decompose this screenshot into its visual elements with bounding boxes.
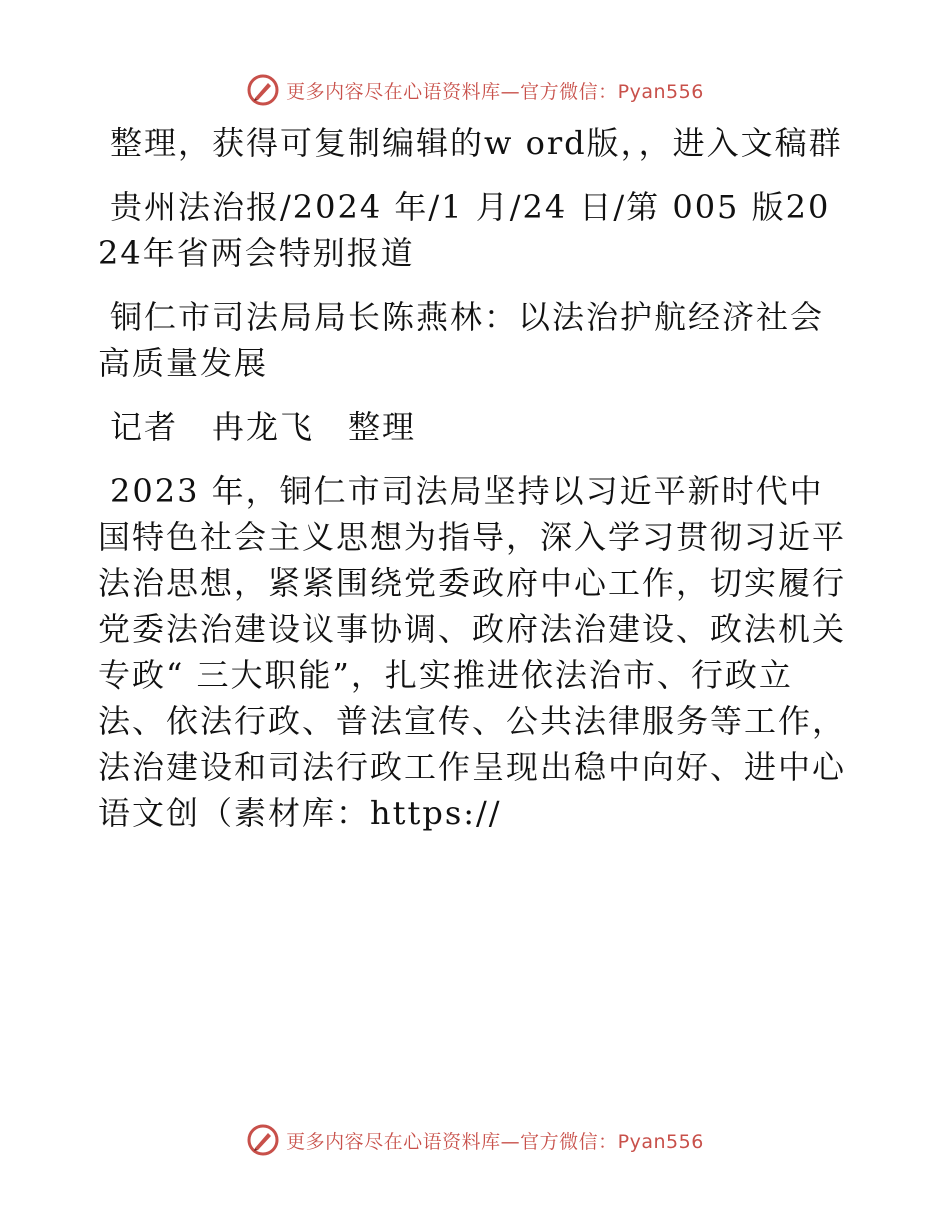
article-title: 铜仁市司法局局长陈燕林：以法治护航经济社会高质量发展: [98, 298, 825, 382]
body-paragraph: 2023 年，铜仁市司法局坚持以习近平新时代中国特色社会主义思想为指导，深入学习贯彻习近平法治思想，紧紧围绕党委政府中心工作，切实履行党委法治建设议事协调、政府法治建设、政法机关专政“ 三大职能”，扎实推进依法治市、行政立法、依法行政、普法宣传、公共法律服务等工作，法治建设和司法行政工作呈现出稳中向好、进中心语文创（素材库：https://: [98, 472, 847, 832]
document-body: [98, 120, 850, 854]
pen-circle-logo-icon: [246, 1123, 280, 1157]
header-banner-text: 更多内容尽在心语资料库—官方微信：Pyan556: [286, 80, 704, 103]
footer-banner-text: 更多内容尽在心语资料库—官方微信：Pyan556: [286, 1130, 704, 1153]
footer-banner: [0, 1120, 950, 1160]
intro-paragraph: 整理，获得可复制编辑的w ord版，，进入文稿群: [110, 124, 843, 162]
header-banner: [0, 70, 950, 110]
source-line: 贵州法治报/2024 年/1 月/24 日/第 005 版2024年省两会特别报道: [98, 188, 831, 272]
pen-circle-logo-icon: [246, 73, 280, 107]
byline: 记者 冉龙飞 整理: [110, 408, 417, 446]
